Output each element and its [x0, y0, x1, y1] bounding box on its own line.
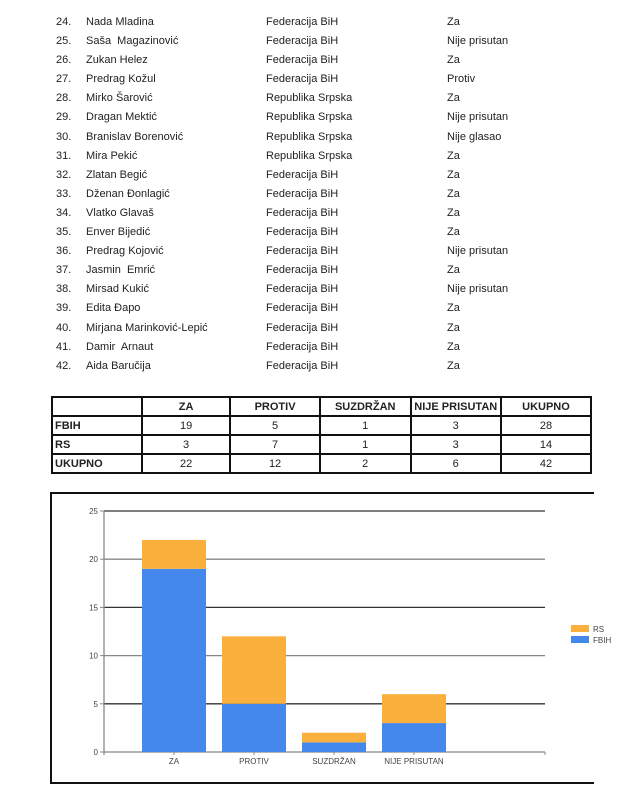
y-tick-label: 20: [89, 555, 98, 565]
member-number: 24.: [56, 16, 72, 28]
summary-cell: 19: [142, 416, 230, 435]
member-vote: Za: [447, 264, 460, 277]
member-vote: Za: [447, 92, 460, 105]
summary-cell: 42: [501, 454, 591, 473]
legend-label-rs: RS: [593, 625, 605, 634]
member-entity: Federacija BiH: [266, 264, 339, 277]
stacked-bar-chart: [52, 494, 612, 780]
legend-swatch-fbih: [571, 636, 589, 643]
member-entity: Federacija BiH: [266, 245, 339, 258]
summary-header-cell: PROTIV: [230, 397, 320, 416]
member-vote: Za: [447, 54, 460, 67]
member-number: 42.: [56, 359, 72, 372]
bar-fbih-nije-prisutan: [382, 723, 446, 752]
member-vote: Za: [447, 226, 460, 239]
member-vote: Za: [447, 340, 460, 353]
member-number: 38.: [56, 283, 72, 296]
member-entity: Republika Srpska: [266, 149, 353, 162]
member-entity: Federacija BiH: [266, 73, 339, 86]
member-vote: Za: [447, 206, 460, 219]
member-entity: Federacija BiH: [266, 321, 339, 334]
member-name: Mirsad Kukić: [86, 283, 149, 296]
summary-header-cell: UKUPNO: [501, 397, 591, 416]
list-item: [56, 32, 576, 51]
member-vote-list: [56, 13, 576, 376]
list-item: [56, 261, 576, 280]
member-entity: Federacija BiH: [266, 302, 339, 315]
member-vote: Nije glasao: [447, 130, 502, 143]
member-name: Saša Magazinović: [86, 35, 179, 48]
bar-rs-nije-prisutan: [382, 694, 446, 723]
x-tick-label: ZA: [168, 757, 180, 766]
y-tick-label: 15: [89, 603, 98, 613]
member-number: 25.: [56, 35, 72, 48]
member-number: 29.: [56, 111, 72, 124]
member-number: 26.: [56, 54, 72, 67]
member-name: Jasmin Emrić: [86, 264, 156, 277]
member-number: 39.: [56, 302, 72, 315]
bar-rs-suzdržan: [302, 733, 366, 743]
summary-cell: 28: [501, 416, 591, 435]
member-name: Zlatan Begić: [86, 168, 148, 181]
summary-cell: 12: [230, 454, 320, 473]
member-entity: Republika Srpska: [266, 130, 353, 143]
legend-label-fbih: FBIH: [593, 636, 612, 645]
member-vote: Nije prisutan: [447, 245, 509, 258]
member-entity: Federacija BiH: [266, 340, 339, 353]
x-tick-label: PROTIV: [239, 757, 269, 766]
member-number: 35.: [56, 226, 72, 239]
summary-cell: 14: [501, 435, 591, 454]
member-entity: Federacija BiH: [266, 283, 339, 296]
summary-cell: 6: [411, 454, 501, 473]
list-item: [56, 89, 576, 108]
list-item: [56, 147, 576, 166]
member-name: Damir Arnaut: [86, 340, 154, 353]
member-vote: Za: [447, 302, 460, 315]
member-name: Vlatko Glavaš: [86, 206, 154, 219]
list-item: [56, 70, 576, 89]
member-vote: Protiv: [447, 73, 476, 86]
member-name: Mirjana Marinković-Lepić: [86, 321, 208, 334]
summary-cell: 1: [320, 416, 411, 435]
legend-swatch-rs: [571, 625, 589, 632]
member-entity: Federacija BiH: [266, 359, 339, 372]
list-item: [56, 223, 576, 242]
member-number: 28.: [56, 92, 72, 105]
list-item: [56, 338, 576, 357]
summary-cell: 5: [230, 416, 320, 435]
member-vote: Za: [447, 321, 460, 334]
member-entity: Federacija BiH: [266, 35, 339, 48]
y-tick-label: 10: [89, 651, 98, 661]
summary-row-label: UKUPNO: [52, 454, 142, 473]
summary-row: [52, 416, 591, 435]
list-item: [56, 319, 576, 338]
summary-row-label: RS: [52, 435, 142, 454]
summary-cell: 2: [320, 454, 411, 473]
member-name: Predrag Kožul: [86, 73, 156, 86]
list-item: [56, 299, 576, 318]
member-number: 36.: [56, 245, 72, 258]
summary-cell: 3: [142, 435, 230, 454]
list-item: [56, 185, 576, 204]
member-name: Edita Đapo: [86, 302, 141, 315]
y-tick-label: 0: [93, 748, 98, 757]
bar-rs-za: [142, 540, 206, 569]
member-entity: Federacija BiH: [266, 168, 339, 181]
member-entity: Federacija BiH: [266, 226, 339, 239]
member-number: 34.: [56, 206, 72, 219]
list-item: [56, 280, 576, 299]
summary-cell: 22: [142, 454, 230, 473]
member-vote: Za: [447, 359, 460, 372]
member-name: Predrag Kojović: [86, 245, 164, 258]
summary-table: [51, 396, 592, 474]
bar-fbih-suzdržan: [302, 742, 366, 752]
summary-header-cell: SUZDRŽAN: [320, 397, 411, 416]
summary-header-cell: [52, 397, 142, 416]
member-entity: Federacija BiH: [266, 187, 339, 200]
member-number: 37.: [56, 264, 72, 277]
member-name: Zukan Helez: [86, 54, 148, 67]
summary-cell: 3: [411, 435, 501, 454]
member-entity: Federacija BiH: [266, 54, 339, 67]
list-item: [56, 51, 576, 70]
summary-header-row: [52, 397, 591, 416]
summary-header-cell: ZA: [142, 397, 230, 416]
member-name: Mirko Šarović: [86, 92, 153, 105]
member-vote: Za: [447, 149, 460, 162]
list-item: [56, 128, 576, 147]
member-vote: Za: [447, 16, 460, 28]
member-number: 41.: [56, 340, 72, 353]
member-number: 27.: [56, 73, 72, 86]
summary-cell: 3: [411, 416, 501, 435]
summary-row: [52, 454, 591, 473]
list-item: [56, 204, 576, 223]
member-number: 31.: [56, 149, 72, 162]
member-number: 32.: [56, 168, 72, 181]
list-item: [56, 108, 576, 127]
member-number: 33.: [56, 187, 72, 200]
member-entity: Federacija BiH: [266, 16, 339, 28]
y-tick-label: 25: [89, 507, 98, 516]
list-item: [56, 357, 576, 376]
summary-header-cell: NIJE PRISUTAN: [411, 397, 501, 416]
list-item: [56, 166, 576, 185]
list-item: [56, 13, 576, 32]
member-name: Dragan Mektić: [86, 111, 157, 124]
member-name: Enver Bijedić: [86, 226, 151, 239]
summary-cell: 1: [320, 435, 411, 454]
member-entity: Republika Srpska: [266, 92, 353, 105]
member-entity: Republika Srpska: [266, 111, 353, 124]
member-name: Aida Baručija: [86, 359, 151, 372]
bar-fbih-za: [142, 569, 206, 752]
summary-row: [52, 435, 591, 454]
x-tick-label: SUZDRŽAN: [312, 757, 356, 766]
member-entity: Federacija BiH: [266, 206, 339, 219]
member-vote: Nije prisutan: [447, 283, 509, 296]
member-vote: Za: [447, 187, 460, 200]
member-vote: Za: [447, 168, 460, 181]
chart-frame: [50, 492, 612, 784]
summary-row-label: FBIH: [52, 416, 142, 435]
member-name: Nada Mladina: [86, 16, 154, 28]
member-name: Mira Pekić: [86, 149, 138, 162]
member-name: Branislav Borenović: [86, 130, 184, 143]
member-vote: Nije prisutan: [447, 35, 509, 48]
list-item: [56, 242, 576, 261]
member-number: 40.: [56, 321, 72, 334]
member-vote: Nije prisutan: [447, 111, 509, 124]
bar-rs-protiv: [222, 636, 286, 703]
member-name: Dženan Đonlagić: [86, 187, 170, 200]
x-tick-label: NIJE PRISUTAN: [384, 757, 444, 766]
y-tick-label: 5: [93, 699, 98, 709]
bar-fbih-protiv: [222, 704, 286, 752]
member-number: 30.: [56, 130, 72, 143]
summary-cell: 7: [230, 435, 320, 454]
